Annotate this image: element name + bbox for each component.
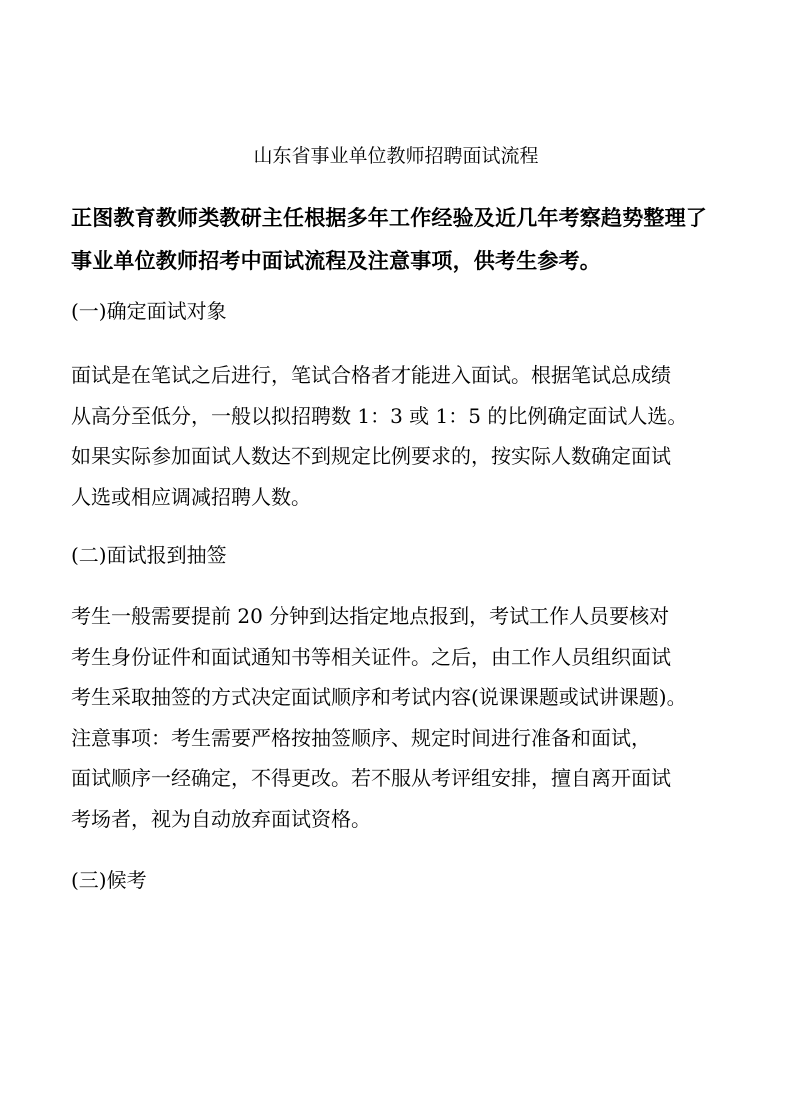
- paragraph-line: 注意事项：考生需要严格按抽签顺序、规定时间进行准备和面试，: [71, 725, 651, 750]
- paragraph-line: 考生采取抽签的方式决定面试顺序和考试内容(说课课题或试讲课题)。: [71, 685, 687, 709]
- section-heading-1: (一)确定面试对象: [71, 299, 227, 323]
- section-1-paragraph: [71, 355, 721, 517]
- document-title: 山东省事业单位教师招聘面试流程: [253, 145, 539, 167]
- paragraph-line: 考场者，视为自动放弃面试资格。: [71, 806, 371, 831]
- paragraph-line: 考生一般需要提前 20 分钟到达指定地点报到，考试工作人员要核对: [71, 604, 670, 628]
- paragraph-line: 人选或相应调减招聘人数。: [71, 484, 311, 509]
- paragraph-line: 面试顺序一经确定，不得更改。若不服从考评组安排，擅自离开面试: [71, 766, 671, 790]
- paragraph-line: 考生身份证件和面试通知书等相关证件。之后，由工作人员组织面试: [71, 644, 671, 669]
- section-heading-3: (三)候考: [71, 868, 147, 892]
- paragraph-line: 如果实际参加面试人数达不到规定比例要求的，按实际人数确定面试: [71, 444, 671, 468]
- section-heading-2: (二)面试报到抽签: [71, 543, 227, 567]
- paragraph-line: 从高分至低分，一般以拟招聘数 1：3 或 1：5 的比例确定面试人选。: [71, 403, 688, 428]
- section-2-paragraph: [71, 596, 721, 839]
- paragraph-line: 面试是在笔试之后进行，笔试合格者才能进入面试。根据笔试总成绩: [71, 363, 671, 387]
- intro-paragraph: 正图教育教师类教研主任根据多年工作经验及近几年考察趋势整理了事业单位教师招考中面试流程及注意事项，供考生参考。: [71, 205, 707, 273]
